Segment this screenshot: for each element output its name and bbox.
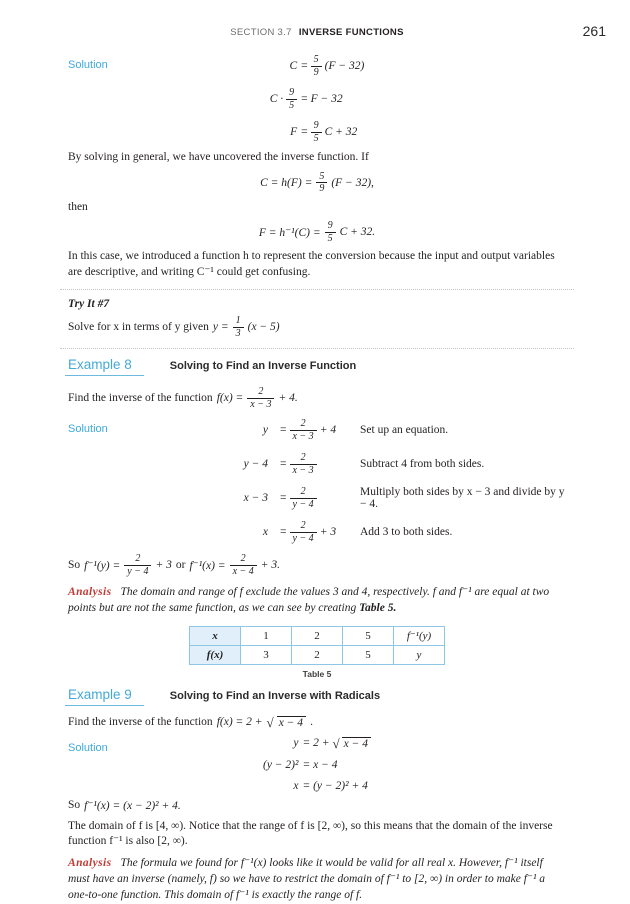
math-text: = x − 4 bbox=[302, 758, 338, 771]
math-text: y bbox=[262, 424, 268, 437]
math-text: f(x) = 2 + bbox=[216, 716, 263, 729]
step-rhs bbox=[280, 520, 348, 544]
equals-sign: = bbox=[301, 126, 308, 138]
example-9-solution-block bbox=[68, 737, 566, 792]
equals-sign: = bbox=[301, 93, 308, 105]
result-text: So bbox=[68, 798, 81, 811]
step-rhs bbox=[280, 486, 348, 510]
denominator: 5 bbox=[311, 132, 322, 145]
equals-sign: = bbox=[280, 526, 287, 539]
denominator: 5 bbox=[325, 232, 336, 245]
example-8-label: Example 8 bbox=[65, 357, 144, 376]
math-text: f⁻¹(x) = (x − 2)² + 4. bbox=[84, 799, 181, 812]
try-it-block bbox=[68, 298, 566, 339]
fraction bbox=[325, 220, 336, 244]
numerator: 9 bbox=[289, 87, 295, 98]
example-9-analysis bbox=[68, 855, 566, 904]
example-8-title: Solving to Find an Inverse Function bbox=[169, 360, 357, 373]
numerator: 2 bbox=[135, 553, 141, 565]
math-text: = 2 + bbox=[302, 737, 330, 750]
problem-text: Find the inverse of the function bbox=[68, 716, 213, 729]
then-label: then bbox=[68, 200, 88, 213]
section-label: SECTION 3.7 bbox=[230, 27, 292, 38]
equation-rhs bbox=[302, 759, 337, 771]
equation-lhs bbox=[289, 60, 297, 72]
step-lhs bbox=[244, 458, 268, 470]
equation-align-grid bbox=[270, 54, 365, 144]
math-text: F bbox=[290, 126, 298, 138]
section-title: INVERSE FUNCTIONS bbox=[298, 27, 404, 38]
fraction bbox=[311, 120, 322, 144]
problem-text: . bbox=[310, 716, 313, 729]
denominator: y − 4 bbox=[290, 532, 317, 545]
analysis-text: The domain and range of f exclude the values 3 and 4, respectively. f and f⁻¹ are equal at two points but are not the same function, as we can see by creating bbox=[68, 586, 550, 615]
problem-text: Find the inverse of the function bbox=[68, 392, 213, 405]
table-5-wrap bbox=[68, 626, 566, 679]
solution-label: Solution bbox=[68, 59, 108, 71]
radicand: x − 4 bbox=[277, 716, 306, 729]
step-rhs bbox=[280, 418, 348, 442]
step-annotation: Multiply both sides by x − 3 and divide by y − 4. bbox=[360, 486, 565, 511]
step-annotation: Add 3 to both sides. bbox=[360, 526, 453, 539]
equation-rhs bbox=[302, 737, 371, 750]
math-text: f⁻¹(x) = bbox=[189, 560, 226, 573]
table-cell: 5 bbox=[343, 626, 394, 645]
problem-text: Solve for x in terms of y given bbox=[68, 321, 209, 334]
denominator: x − 3 bbox=[290, 430, 317, 443]
example-8-section bbox=[68, 357, 566, 679]
equals-sign: = bbox=[280, 424, 287, 437]
step-lhs bbox=[263, 526, 268, 538]
step-lhs bbox=[244, 492, 268, 504]
denominator: 9 bbox=[316, 182, 327, 195]
math-text: F − 32 bbox=[310, 93, 343, 105]
equation-lhs bbox=[263, 759, 298, 771]
equation-lhs bbox=[293, 780, 298, 792]
table-cell: f⁻¹(y) bbox=[394, 626, 445, 645]
step-lhs bbox=[263, 424, 268, 436]
table-reference: Table 5. bbox=[359, 602, 397, 615]
math-text: + 3. bbox=[260, 559, 281, 572]
example-8-result bbox=[68, 553, 566, 577]
solution-label: Solution bbox=[68, 741, 108, 754]
math-text: x bbox=[262, 526, 268, 539]
math-text: y − 4 bbox=[243, 458, 268, 471]
numerator: 9 bbox=[327, 220, 333, 232]
equation-rhs bbox=[301, 120, 357, 144]
equation-rhs bbox=[301, 93, 343, 105]
math-text: (y − 2)² bbox=[262, 758, 299, 771]
try-it-title: Try It #7 bbox=[68, 298, 110, 311]
table-cell: 3 bbox=[241, 645, 292, 664]
equation-lhs bbox=[290, 126, 297, 138]
numerator: 2 bbox=[300, 486, 306, 498]
math-text: y = bbox=[212, 321, 229, 334]
equation-lhs bbox=[293, 737, 298, 749]
math-text: f(x) = bbox=[216, 392, 244, 405]
math-text: + 4. bbox=[278, 392, 298, 405]
example-8-analysis bbox=[68, 584, 566, 617]
math-text: y bbox=[293, 737, 299, 750]
section-divider bbox=[60, 348, 574, 349]
page-number: 261 bbox=[582, 23, 606, 39]
math-text: + 3 bbox=[155, 559, 172, 572]
math-text: + 4 bbox=[319, 424, 337, 437]
step-annotation: Subtract 4 from both sides. bbox=[360, 458, 485, 471]
solution-label: Solution bbox=[68, 423, 108, 436]
table-5-caption: Table 5 bbox=[302, 668, 332, 679]
fraction bbox=[230, 553, 257, 577]
math-text: C · bbox=[269, 93, 284, 105]
fraction bbox=[290, 486, 317, 510]
table-cell: 1 bbox=[241, 626, 292, 645]
denominator: y − 4 bbox=[124, 565, 151, 578]
numerator: 2 bbox=[240, 553, 246, 565]
example-9-domain-paragraph: The domain of f is [4, ∞). Notice that the range of f is [2, ∞), so this means that the domain of the inverse function f⁻¹ is also [2, ∞). bbox=[68, 819, 553, 848]
example-8-problem bbox=[68, 386, 566, 410]
table-cell: x bbox=[190, 626, 241, 645]
math-text: x − 3 bbox=[243, 492, 268, 505]
analysis-label: Analysis bbox=[68, 856, 112, 869]
paragraph-solving-in-general: By solving in general, we have uncovered the inverse function. If bbox=[68, 151, 369, 163]
fraction bbox=[233, 315, 244, 339]
page-header bbox=[68, 23, 606, 39]
equals-sign: = bbox=[301, 60, 308, 72]
example-9-equations bbox=[68, 737, 566, 792]
table-row bbox=[190, 645, 445, 664]
section-divider bbox=[60, 289, 574, 290]
step-annotation: Set up an equation. bbox=[360, 424, 449, 437]
denominator: 5 bbox=[286, 99, 297, 112]
numerator: 2 bbox=[300, 418, 306, 430]
numerator: 2 bbox=[300, 520, 306, 532]
table-row bbox=[190, 626, 445, 645]
example-8-header bbox=[68, 357, 566, 376]
step-rhs bbox=[280, 452, 348, 476]
denominator: x − 3 bbox=[290, 464, 317, 477]
radicand: x − 4 bbox=[342, 737, 371, 750]
denominator: x − 4 bbox=[230, 565, 257, 578]
math-text: (F − 32) bbox=[324, 60, 365, 72]
numerator: 1 bbox=[235, 315, 241, 327]
math-text: + 3 bbox=[319, 526, 337, 539]
numerator: 2 bbox=[258, 386, 264, 398]
analysis-label: Analysis bbox=[68, 586, 112, 599]
example-9-section bbox=[68, 687, 566, 904]
math-text: C + 32 bbox=[324, 126, 358, 138]
fraction bbox=[290, 520, 317, 544]
table-cell: f(x) bbox=[190, 645, 241, 664]
math-text: f⁻¹(y) = bbox=[84, 560, 121, 573]
fraction bbox=[247, 386, 274, 410]
equation-rhs bbox=[302, 780, 367, 792]
numerator: 2 bbox=[300, 452, 306, 464]
radical-icon: √ bbox=[266, 714, 274, 730]
radical-icon: √ bbox=[332, 735, 340, 751]
denominator: x − 3 bbox=[247, 398, 274, 411]
math-text: C = h(F) = bbox=[260, 176, 313, 189]
example-9-problem bbox=[68, 716, 566, 729]
fraction bbox=[286, 87, 297, 111]
math-text: = (y − 2)² + 4 bbox=[302, 779, 368, 792]
math-text: C bbox=[289, 60, 298, 72]
table-cell: 2 bbox=[292, 645, 343, 664]
example-9-header bbox=[68, 687, 566, 706]
denominator: y − 4 bbox=[290, 498, 317, 511]
math-text: (F − 32), bbox=[331, 176, 374, 189]
table-cell: 5 bbox=[343, 645, 394, 664]
equation-rhs bbox=[301, 54, 364, 78]
math-text: F = h⁻¹(C) = bbox=[258, 227, 321, 240]
example-9-result bbox=[68, 798, 566, 812]
example-9-title: Solving to Find an Inverse with Radicals bbox=[169, 689, 381, 702]
denominator: 9 bbox=[311, 66, 322, 79]
numerator: 5 bbox=[313, 54, 319, 65]
table-5 bbox=[189, 626, 445, 665]
equation-h-inverse bbox=[68, 220, 566, 244]
fraction bbox=[290, 418, 317, 442]
math-text: C + 32. bbox=[339, 226, 376, 239]
math-text: (x − 5) bbox=[247, 321, 280, 334]
analysis-text: The formula we found for f⁻¹(x) looks like it would be valid for all real x. However, f⁻¹ itself must have an inverse (namely, f) so we have to restrict the domain of f⁻¹ to [2, ∞) in order to make f⁻¹ a one-to-one function. This domain of f⁻¹ is exactly the range of f. bbox=[68, 856, 546, 902]
example-9-label: Example 9 bbox=[65, 687, 144, 706]
fraction bbox=[311, 54, 322, 78]
fraction bbox=[124, 553, 151, 577]
numerator: 5 bbox=[319, 170, 325, 182]
equation-align-grid bbox=[263, 737, 371, 792]
example-8-solution-block bbox=[68, 418, 566, 544]
paragraph-in-this-case: In this case, we introduced a function h to represent the conversion because the input and output variables are descriptive, and writing C⁻¹ could get confusing. bbox=[68, 250, 555, 278]
table-cell: y bbox=[394, 645, 445, 664]
math-text: x bbox=[293, 779, 299, 792]
table-cell: 2 bbox=[292, 626, 343, 645]
result-text: or bbox=[175, 559, 186, 572]
equation-h-of-f bbox=[68, 171, 566, 195]
try-it-problem bbox=[68, 315, 566, 339]
numerator: 9 bbox=[313, 120, 319, 131]
example-8-steps bbox=[68, 418, 566, 544]
equals-sign: = bbox=[280, 492, 287, 505]
equation-lhs bbox=[270, 87, 297, 111]
fraction bbox=[290, 452, 317, 476]
fraction bbox=[316, 171, 327, 195]
denominator: 3 bbox=[233, 327, 244, 340]
conversion-equations bbox=[68, 54, 566, 144]
result-text: So bbox=[68, 559, 81, 572]
conversion-solution-block bbox=[68, 54, 566, 144]
equals-sign: = bbox=[280, 458, 287, 471]
